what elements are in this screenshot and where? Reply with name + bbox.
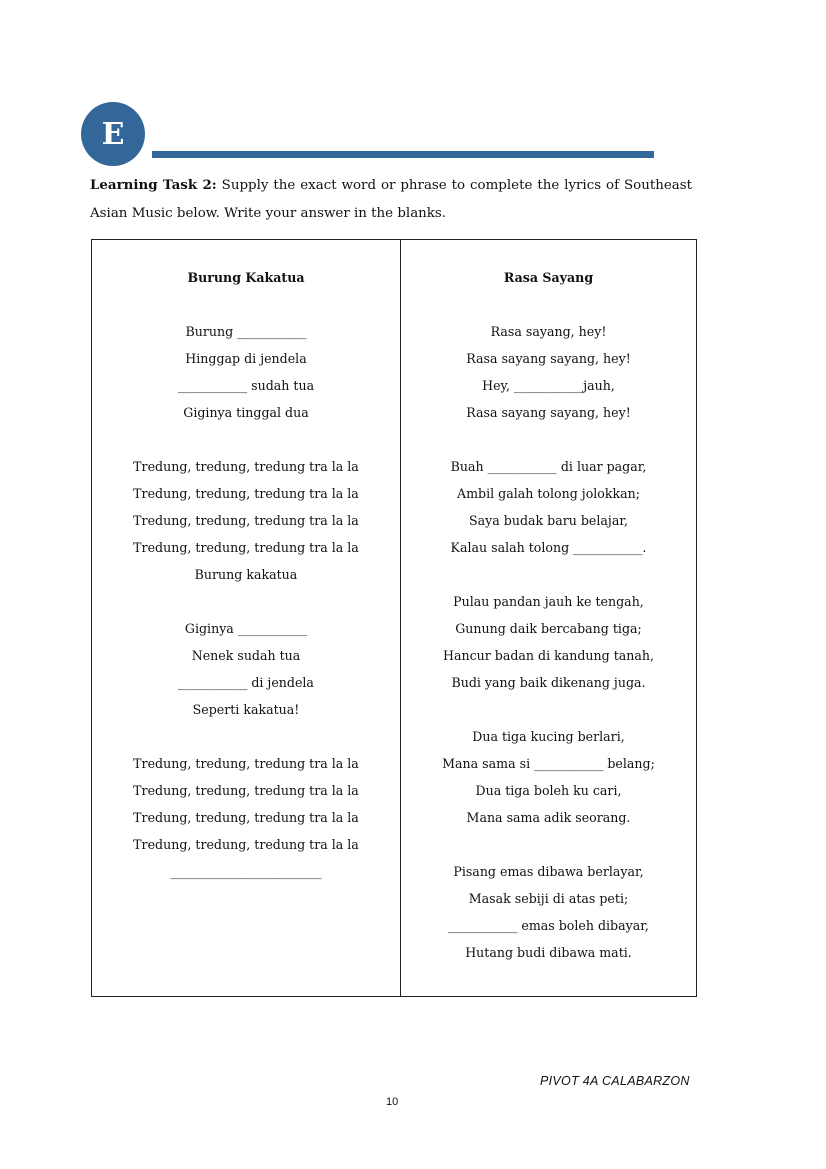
lyric-line: Dua tiga boleh ku cari, — [475, 783, 622, 798]
lyric-line: ___________ emas boleh dibayar, — [448, 918, 649, 933]
lyric-line: Rasa sayang sayang, hey! — [466, 405, 631, 420]
lyric-line: Pisang emas dibawa berlayar, — [453, 864, 644, 879]
lyric-line: Saya budak baru belajar, — [469, 513, 628, 528]
lyric-line: Tredung, tredung, tredung tra la la — [133, 513, 359, 528]
stanza-break — [401, 561, 696, 588]
lyric-line: ________________________ — [170, 864, 322, 879]
lyric-line: Hancur badan di kandung tanah, — [442, 648, 655, 663]
song-rasa-sayang — [401, 240, 696, 996]
song-title: Burung Kakatua — [187, 270, 305, 285]
lyric-line: Tredung, tredung, tredung tra la la — [133, 810, 359, 825]
lyric-line: Seperti kakatua! — [192, 702, 300, 717]
lyric-line: Tredung, tredung, tredung tra la la — [133, 783, 359, 798]
stanza-break — [92, 588, 400, 615]
lyric-line: Hey, ___________jauh, — [482, 378, 615, 393]
stanza-break — [401, 291, 696, 318]
lyric-line: Mana sama adik seorang. — [466, 810, 631, 825]
lyric-line: Dua tiga kucing berlari, — [472, 729, 625, 744]
task-text: Supply the exact word or phrase to complete the lyrics of Southeast Asian Music below. Write your answer in the blanks. — [90, 178, 692, 221]
lyric-line: Tredung, tredung, tredung tra la la — [133, 540, 359, 555]
lyric-line: ___________ di jendela — [178, 675, 314, 690]
lyric-line: Kalau salah tolong ___________. — [450, 540, 647, 555]
lyric-line: ___________ sudah tua — [177, 378, 315, 393]
lyric-line: Rasa sayang, hey! — [490, 324, 607, 339]
lyric-line: Giginya tinggal dua — [183, 405, 309, 420]
footer-org: PIVOT 4A CALABARZON — [540, 1074, 690, 1088]
lyric-line: Rasa sayang sayang, hey! — [466, 351, 631, 366]
lyric-line: Ambil galah tolong jolokkan; — [456, 486, 641, 501]
task-instructions — [90, 171, 692, 228]
lyric-line: Nenek sudah tua — [191, 648, 301, 663]
lyric-line: Hinggap di jendela — [185, 351, 307, 366]
lyric-line: Budi yang baik dikenang juga. — [451, 675, 646, 690]
lyric-line: Tredung, tredung, tredung tra la la — [133, 756, 359, 771]
lyric-line: Burung kakatua — [194, 567, 298, 582]
lyric-line: Tredung, tredung, tredung tra la la — [133, 486, 359, 501]
page-number: 10 — [386, 1096, 399, 1108]
lyric-line: Tredung, tredung, tredung tra la la — [133, 459, 359, 474]
lyric-line: Masak sebiji di atas peti; — [468, 891, 629, 906]
song-title: Rasa Sayang — [503, 270, 594, 285]
stanza-break — [401, 696, 696, 723]
lyric-line: Giginya ___________ — [184, 621, 308, 636]
header-divider — [152, 151, 654, 158]
lyric-line: Gunung daik bercabang tiga; — [455, 621, 642, 636]
lyrics-table — [91, 239, 697, 997]
song-burung-kakatua — [92, 240, 401, 996]
lyric-line: Mana sama si ___________ belang; — [442, 756, 655, 771]
stanza-break — [92, 723, 400, 750]
stanza-break — [401, 831, 696, 858]
lyric-line: Burung ___________ — [185, 324, 307, 339]
task-label: Learning Task 2: — [90, 177, 217, 193]
lyric-line: Tredung, tredung, tredung tra la la — [133, 837, 359, 852]
stanza-break — [401, 426, 696, 453]
stanza-break — [92, 291, 400, 318]
lyric-line: Pulau pandan jauh ke tengah, — [453, 594, 644, 609]
section-badge: E — [81, 102, 145, 166]
lyric-line: Buah ___________ di luar pagar, — [450, 459, 647, 474]
lyric-line: Hutang budi dibawa mati. — [465, 945, 632, 960]
stanza-break — [92, 426, 400, 453]
